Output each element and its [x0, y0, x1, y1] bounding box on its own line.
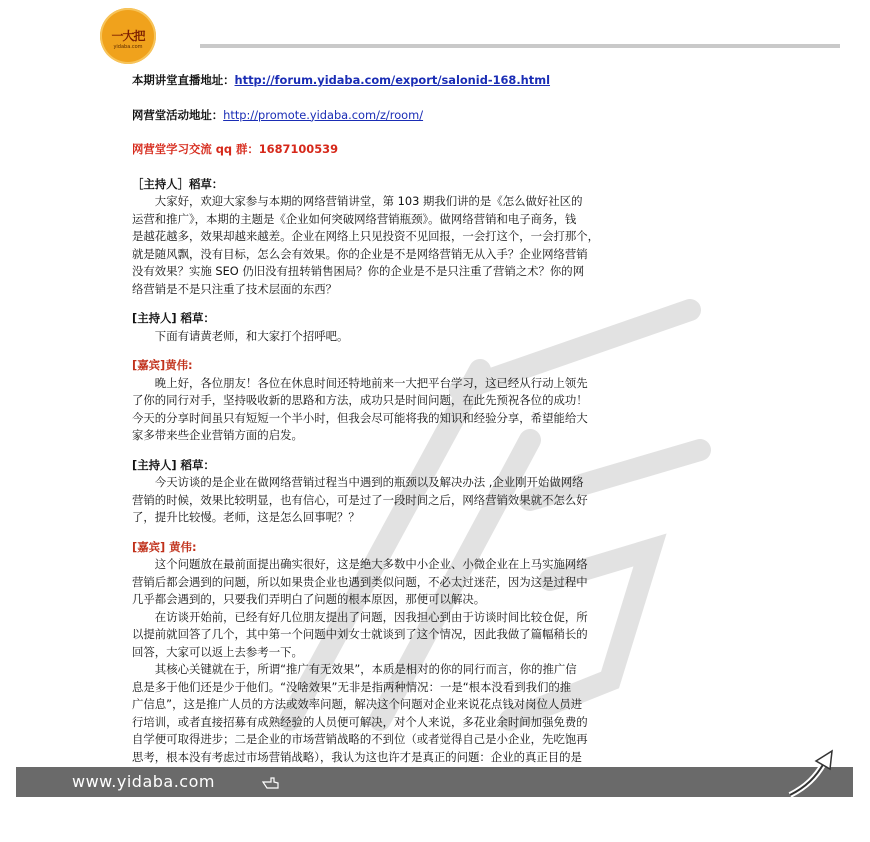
header-divider: [200, 44, 840, 48]
paragraph-line: 是越花越多，效果却越来越差。企业在网络上只见投资不见回报，一会打这个，一会打那个，: [132, 229, 600, 243]
paragraph-line: 行培训，或者直接招募有成熟经验的人员便可解决，对个人来说，多花业余时间加强免费的: [132, 714, 588, 729]
paragraph-line: 以提前就回答了几个，其中第一个问题中刘女士就谈到了这个情况，因此我做了篇幅稍长的: [132, 627, 588, 641]
activity-address-line: [132, 107, 744, 125]
paragraph-line: 自学便可取得进步；二是企业的市场营销战略的不到位（或者觉得自己是小企业，先吃饱再: [132, 732, 588, 746]
paragraph-line: 广信息”，这是推广人员的方法或效率问题，解决这个问题对企业来说花点钱对岗位人员进: [132, 697, 583, 711]
growth-arrow-icon: [786, 747, 846, 797]
paragraph-line: 下面有请黄老师，和大家打个招呼吧。: [154, 328, 349, 343]
speaker-label: [主持人] 稻草：: [132, 457, 215, 472]
live-address-link[interactable]: http://forum.yidaba.com/export/salonid-168.html: [234, 73, 551, 87]
activity-address-link[interactable]: http://promote.yidaba.com/z/room/: [223, 107, 424, 122]
footer-site-url[interactable]: www.yidaba.com: [72, 772, 215, 791]
yidaba-logo: [100, 8, 156, 64]
speaker-label: ［主持人］稻草：: [132, 176, 224, 191]
dialogue-blocks: [132, 176, 744, 767]
paragraph-line: 营销后都会遇到的问题，所以如果贵企业也遇到类似问题，不必太过迷茫，因为这是过程中: [132, 574, 588, 589]
pointer-hand-icon: [262, 775, 280, 789]
paragraph-line: 营销的时候，效果比较明显，也有信心，可是过了一段时间之后，网络营销效果就不怎么好: [132, 492, 588, 507]
live-address-line: [132, 72, 744, 90]
live-address-label: 本期讲堂直播地址：: [132, 73, 235, 87]
paragraph-line: 思考，根本没有考虑过市场营销战略），我认为这也许才是真正的问题：企业的真正目的是: [132, 749, 582, 764]
paragraph-line: 家多带来些企业营销方面的启发。: [132, 428, 303, 442]
paragraph-line: 在访谈开始前，已经有好几位朋友提出了问题，因我担心到由于访谈时间比较仓促，所: [154, 609, 588, 624]
paragraph-line: 络营销是不是只注重了技术层面的东西？: [132, 281, 338, 296]
speaker-label: [嘉宾]黄伟:: [132, 358, 193, 372]
paragraph-line: 了，提升比较慢。老师，这是怎么回事呢？？: [132, 510, 360, 524]
paragraph-line: 晚上好，各位朋友！各位在休息时间还特地前来一大把平台学习，这已经从行动上领先: [154, 375, 588, 390]
paragraph-line: 其核心关键就在于，所谓“推广有无效果”，本质是相对的你的同行而言，你的推广信: [154, 662, 577, 676]
qq-group-line: 网营堂学习交流 qq 群：1687100539: [132, 142, 339, 156]
footer-bar: [16, 767, 853, 797]
logo-subtext: yidaba.com: [113, 44, 143, 50]
paragraph-line: 了你的同行对手，坚持吸收新的思路和方法，成功只是时间问题，在此先预祝各位的成功！: [132, 393, 588, 407]
paragraph-line: 回答，大家可以返上去参考一下。: [132, 644, 303, 659]
activity-address-label: 网营堂活动地址：: [132, 107, 224, 122]
paragraph-line: 就是随风飘，没有目标，怎么会有效果。你的企业是不是网络营销无从入手？企业网络营销: [132, 246, 588, 261]
paragraph-line: 今天的分享时间虽只有短短一个半小时，但我会尽可能将我的知识和经验分享，希望能给大: [132, 410, 588, 425]
paragraph-line: 这个问题放在最前面提出确实很好，这是绝大多数中小企业、小微企业在上马实施网络: [154, 557, 588, 571]
paragraph-line: 几乎都会遇到的，只要我们弄明白了问题的根本原因，那便可以解决。: [132, 592, 486, 606]
paragraph-line: 没有效果？实施 SEO 仍旧没有扭转销售困局？你的企业是不是只注重了营销之术？你的网: [132, 264, 585, 278]
document-body: [132, 72, 744, 766]
logo-text: 一大把: [111, 29, 145, 43]
paragraph-line: 大家好，欢迎大家参与本期的网络营销讲堂，第 103 期我们讲的是《怎么做好社区的: [154, 194, 583, 208]
paragraph-line: 息是多于他们还是少于他们。“没啥效果”无非是指两种情况：一是“根本没看到我们的推: [132, 679, 572, 694]
speaker-label: [主持人] 稻草：: [132, 311, 215, 325]
paragraph-line: 运营和推广》，本期的主题是《企业如何突破网络营销瓶颈》。做网络营销和电子商务，钱: [132, 211, 577, 226]
paragraph-line: 今天访谈的是企业在做网络营销过程当中遇到的瓶颈以及解决办法 ,企业刚开始做网络: [154, 475, 584, 489]
speaker-label: [嘉宾] 黄伟:: [132, 539, 197, 554]
